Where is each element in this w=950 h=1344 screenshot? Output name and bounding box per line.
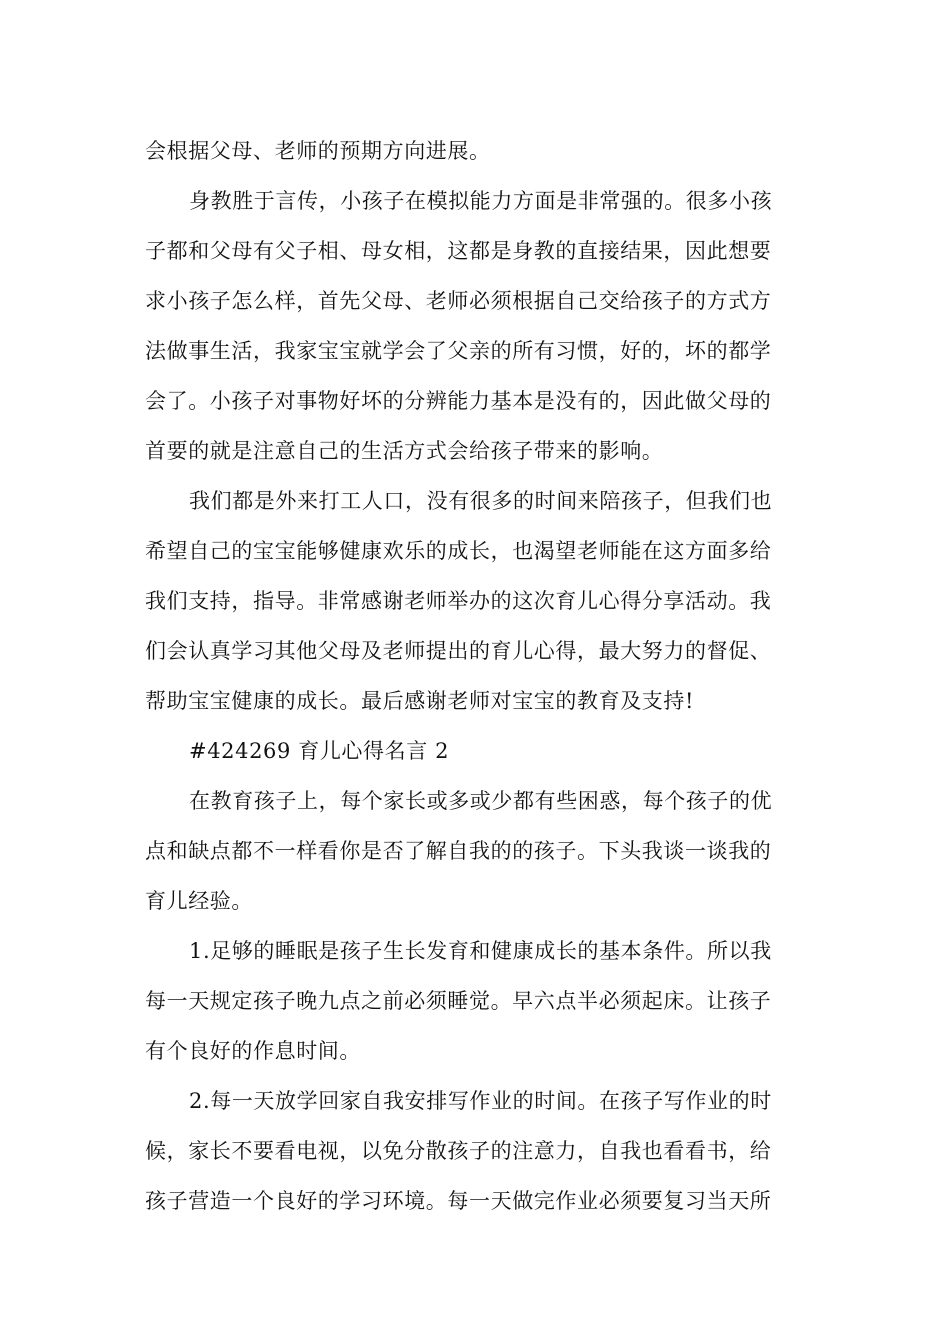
text-line: 会了。小孩子对事物好坏的分辨能力基本是没有的，因此做父母的 [145, 389, 772, 413]
text-line: 候，家长不要看电视，以免分散孩子的注意力，自我也看看书，给 [145, 1139, 772, 1163]
paragraph-start-line: 身教胜于言传，小孩子在模拟能力方面是非常强的。很多小孩 [189, 189, 773, 213]
text-line: 每一天规定孩子晚九点之前必须睡觉。早六点半必须起床。让孩子 [145, 989, 772, 1013]
paragraph-start-line: 1.足够的睡眠是孩子生长发育和健康成长的基本条件。所以我 [189, 939, 772, 963]
text-line: 会根据父母、老师的预期方向进展。 [145, 139, 491, 163]
text-line: 法做事生活，我家宝宝就学会了父亲的所有习惯，好的，坏的都学 [145, 339, 772, 363]
text-line: 点和缺点都不一样看你是否了解自我的的孩子。下头我谈一谈我的 [145, 839, 772, 863]
text-line: 我们支持，指导。非常感谢老师举办的这次育儿心得分享活动。我 [145, 589, 772, 613]
text-line: 育儿经验。 [145, 889, 253, 913]
text-line: 首要的就是注意自己的生活方式会给孩子带来的影响。 [145, 439, 664, 463]
text-line: 希望自己的宝宝能够健康欢乐的成长，也渴望老师能在这方面多给 [145, 539, 772, 563]
section-heading: #424269 育儿心得名言 2 [189, 739, 450, 763]
text-line: 们会认真学习其他父母及老师提出的育儿心得，最大努力的督促、 [145, 639, 772, 663]
text-line: 子都和父母有父子相、母女相，这都是身教的直接结果，因此想要 [145, 239, 772, 263]
text-line: 孩子营造一个良好的学习环境。每一天做完作业必须要复习当天所 [145, 1189, 772, 1213]
text-line: 帮助宝宝健康的成长。最后感谢老师对宝宝的教育及支持! [145, 689, 695, 713]
text-line: 有个良好的作息时间。 [145, 1039, 361, 1063]
text-line: 求小孩子怎么样，首先父母、老师必须根据自己交给孩子的方式方 [145, 289, 772, 313]
paragraph-start-line: 2.每一天放学回家自我安排写作业的时间。在孩子写作业的时 [189, 1089, 772, 1113]
paragraph-start-line: 我们都是外来打工人口，没有很多的时间来陪孩子，但我们也 [189, 489, 773, 513]
paragraph-start-line: 在教育孩子上，每个家长或多或少都有些困惑，每个孩子的优 [189, 789, 773, 813]
